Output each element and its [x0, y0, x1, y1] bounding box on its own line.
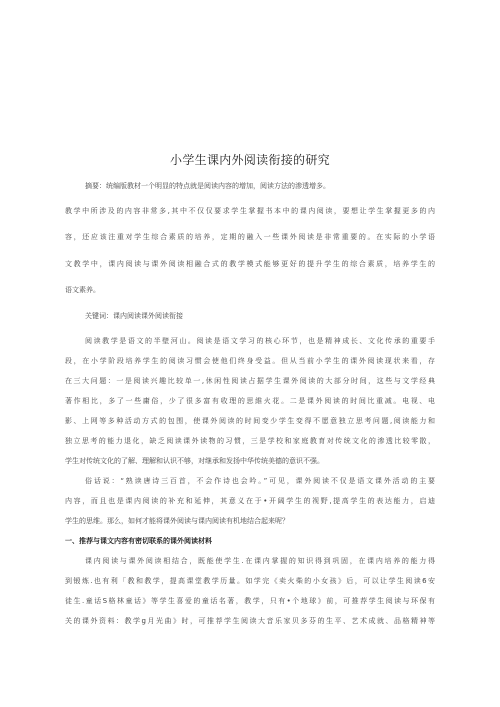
paragraph-line: 独立思考的能力退化，缺乏阅读课外读物的习惯，三是学校和家庭教育对传统文化的渗透比较零散，	[65, 437, 435, 445]
paragraph-line: 到锻炼.也有利「教和教学，提高课堂教学历量。如学完《卖火柴的小女孩》后，可以让学生阅读6安	[65, 577, 435, 585]
body-line: 容，还应该注重对学生综合素质的培养，定期的融入一些课外阅读是非常重要的。在实际的小学语	[65, 233, 435, 241]
keywords: 关键词：课内阅读课外阅读衔接	[85, 312, 183, 320]
paragraph-line: 俗话说：“熟读唐诗三百首，不会作诗也会吟。”可见，课外阅读不仅是语文课外活动的主要	[85, 477, 435, 485]
paragraph-line: 学生的思维。那么，如何才能将课外阅读与课内阅读有机地结合起来呢？	[65, 517, 289, 525]
body-line: 教学中所涉及的内容非常多,其中不仅仅要求学生掌握书本中的课内阅读，要想让学生掌握更多的内	[65, 207, 435, 215]
paragraph-line: 课内阅读与课外阅读相结合，既能使学生.在课内掌握的知识得到巩固，在课内培养的能力得	[85, 557, 435, 565]
section-heading: 一、推荐与课文内容有密切联系的课外阅读材料	[65, 537, 212, 545]
paragraph-line: 在三大问题：一是阅读兴趣比较单一,休闲性阅读占据学生课外阅读的大部分时间，这些与文学经典	[65, 377, 435, 385]
paragraph-line: 徒生.童话S格林童话》等学生喜爱的童话名著，教学，只有•个地球》前，可推荐学生阅读与环保有	[65, 597, 435, 605]
paragraph-line: 段，在小学阶段培养学生的阅读习惯会使他们终身受益。但从当前小学生的课外阅读现状来看，存	[65, 357, 435, 365]
paragraph-line: 关的课外资料：教学g月光曲》时，可推荐学生阅读大音乐家贝多芬的生平、艺术成就、品格精神等	[65, 617, 435, 625]
paragraph-line: 影、上网等多种活动方式的包围，使课外阅读的时间变少学生变得不愿意独立思考问题,阅读能力和	[65, 417, 435, 425]
paragraph-line: 内容，而且也是课内阅读的补充和延伸，其意义在于•开阔学生的视野,提高学生的表达能力，启迪	[65, 497, 435, 505]
document-title: 小学生课内外阅读衔接的研究	[170, 153, 330, 167]
abstract: 摘要：统编版教材一个明显的特点就是阅读内容的增加，阅读方法的渗透增多。	[85, 182, 330, 190]
body-line: 语文素养。	[65, 286, 100, 294]
paragraph-line: 学生对传统文化的了解、理解和认识不够，对继承和发扬中华传统美德的意识不强。	[65, 457, 324, 465]
body-line: 文教学中，课内阅读与课外阅读相融合式的教学模式能够更好的提升学生的综合素质，培养学生的	[65, 260, 435, 268]
paragraph-line: 阅读教学是语文的半壁河山。阅读是语文学习的核心环节，也是精神成长、文化传承的重要手	[85, 337, 435, 345]
paragraph-line: 著作相比，多了一些庸俗，少了很多富有收理的思維火花。二是课外阅读的时间比重减。电视、电	[65, 397, 435, 405]
